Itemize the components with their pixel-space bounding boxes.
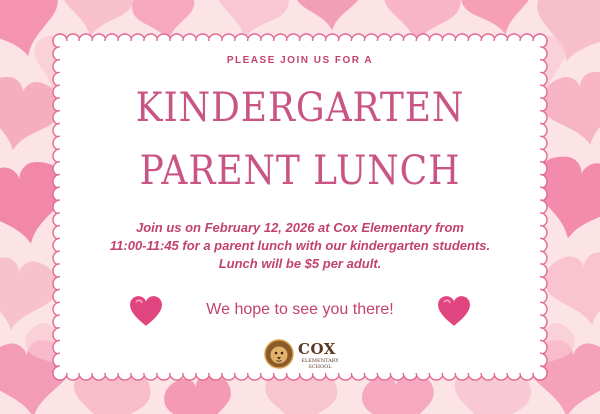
school-subtitle-line1: ELEMENTARY [301,358,339,364]
closing-message: We hope to see you there! [206,301,394,318]
heart-icon [437,295,471,327]
background-heart [542,249,600,331]
details-line: Join us on February 12, 2026 at Cox Elementary from [135,220,464,235]
details-line: Lunch will be $5 per adult. [218,256,382,271]
invite-intro: PLEASE JOIN US FOR A [226,55,374,66]
invitation-card [52,33,548,381]
school-logo [264,337,364,373]
school-subtitle-line2: SCHOOL [308,364,332,370]
event-title-line2: PARENT LUNCH [139,148,461,194]
school-subtitle [298,358,342,370]
details-line: 11:00-11:45 for a parent lunch with our kindergarten students. [109,238,491,253]
background-heart [294,0,366,33]
lion-mascot-icon [264,339,294,369]
school-name: COX [298,340,336,358]
event-title-line1: KINDERGARTEN [135,85,465,131]
event-details [72,219,528,273]
